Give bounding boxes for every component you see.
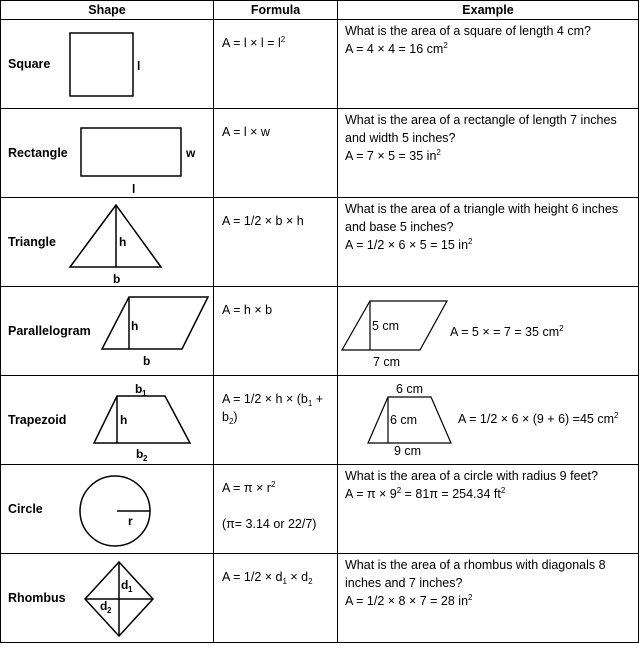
table-row-trapezoid — [1, 376, 639, 465]
square-shape-cell — [1, 20, 214, 109]
rhombus-label-d2: d — [100, 599, 108, 613]
rhombus-example-cell — [338, 554, 639, 643]
trapezoid-example-bottom-label: 9 cm — [394, 444, 422, 458]
trapezoid-formula-line1: A = 1/2 × h × (b — [222, 392, 308, 406]
square-formula-exponent: 2 — [280, 35, 286, 44]
rhombus-formula-a: A = 1/2 × d — [222, 570, 283, 584]
rectangle-shape-cell — [1, 109, 214, 198]
circle-formula-note: (π= 3.14 or 22/7) — [222, 517, 317, 531]
circle-formula: A = π × r — [222, 481, 271, 495]
rhombus-formula-sub2: 2 — [308, 577, 313, 586]
rhombus-label-d1: d — [121, 578, 129, 592]
rhombus-label-d1-sub: 1 — [128, 585, 133, 594]
trapezoid-formula-mid: + — [312, 392, 324, 406]
rhombus-shape-cell — [1, 554, 214, 643]
square-example-exponent: 2 — [443, 41, 448, 50]
square-example-question: What is the area of a square of length 4 cm? — [345, 24, 591, 38]
parallelogram-shape-cell — [1, 287, 214, 376]
parallelogram-outline — [102, 297, 208, 349]
rhombus-example-exponent: 2 — [468, 593, 473, 602]
parallelogram-example-answer — [450, 323, 564, 341]
rectangle-example-exponent: 2 — [436, 148, 441, 157]
parallelogram-diagram — [1, 287, 214, 376]
trapezoid-example-top-label: 6 cm — [396, 382, 424, 396]
rhombus-formula-cell — [214, 554, 338, 643]
circle-diagram — [1, 465, 214, 554]
rectangle-diagram — [1, 109, 214, 198]
square-formula: A = l × l = l — [222, 36, 281, 50]
trapezoid-label-b1: b — [135, 382, 143, 396]
header-shape: Shape — [1, 1, 214, 20]
trapezoid-formula-end: ) — [233, 410, 238, 424]
parallelogram-example-height-label: 5 cm — [372, 319, 400, 333]
rectangle-formula-cell — [214, 109, 338, 198]
trapezoid-outline — [94, 396, 190, 443]
header-example: Example — [338, 1, 639, 20]
trapezoid-label-b1-sub: 1 — [142, 389, 147, 398]
triangle-shape-cell — [1, 198, 214, 287]
header-row — [1, 1, 639, 20]
trapezoid-shape-cell — [1, 376, 214, 465]
rhombus-diagram — [1, 554, 214, 643]
square-formula-cell — [214, 20, 338, 109]
rectangle-example-cell — [338, 109, 639, 198]
circle-name: Circle — [8, 502, 43, 516]
trapezoid-formula-line2: b — [222, 410, 229, 424]
parallelogram-name: Parallelogram — [8, 324, 91, 338]
trapezoid-label-h: h — [120, 413, 128, 427]
table-row-rhombus — [1, 554, 639, 643]
square-example-answer: A = 4 × 4 = 16 cm — [345, 42, 444, 56]
trapezoid-formula-sub1: 1 — [307, 399, 313, 408]
parallelogram-formula-cell — [214, 287, 338, 376]
trapezoid-label-b2-sub: 2 — [143, 454, 148, 463]
circle-example-answer-b: = 81π = 254.34 ft — [401, 487, 501, 501]
table-row-rectangle — [1, 109, 639, 198]
parallelogram-example-answer-text: A = 5 × = 7 = 35 cm — [450, 325, 560, 339]
square-label-l: l — [137, 59, 141, 73]
rectangle-example-answer: A = 7 × 5 = 35 in — [345, 149, 437, 163]
triangle-label-h: h — [119, 235, 127, 249]
rectangle-example-question: What is the area of a rectangle of length 7 inches and width 5 inches? — [345, 113, 617, 145]
trapezoid-example-height-label: 6 cm — [390, 413, 418, 427]
circle-formula-cell — [214, 465, 338, 554]
parallelogram-example-base-label: 7 cm — [373, 355, 401, 369]
rhombus-formula-b: × d — [286, 570, 309, 584]
triangle-label-b: b — [113, 272, 121, 286]
triangle-formula-cell — [214, 198, 338, 287]
rectangle-label-w: w — [186, 146, 196, 160]
circle-example-answer-sup1: 2 — [396, 486, 402, 495]
table-row-parallelogram — [1, 287, 639, 376]
rectangle-outline — [81, 128, 181, 176]
rectangle-label-l: l — [132, 182, 136, 196]
rhombus-name: Rhombus — [8, 591, 66, 605]
parallelogram-formula: A = h × b — [222, 303, 273, 317]
trapezoid-label-b2: b — [136, 447, 144, 461]
trapezoid-formula-sub2: 2 — [228, 417, 234, 426]
trapezoid-example-exponent: 2 — [614, 411, 619, 420]
trapezoid-name: Trapezoid — [8, 413, 67, 427]
trapezoid-formula-cell — [214, 376, 338, 465]
rhombus-label-d2-sub: 2 — [107, 606, 112, 615]
triangle-example-question: What is the area of a triangle with height 6 inches and base 5 inches? — [345, 202, 619, 234]
circle-shape-cell — [1, 465, 214, 554]
circle-example-question: What is the area of a circle with radius 9 feet? — [345, 469, 598, 483]
circle-example-exponent: 2 — [500, 486, 506, 495]
table-row-circle — [1, 465, 639, 554]
table-row-triangle — [1, 198, 639, 287]
circle-label-r: r — [128, 514, 133, 528]
triangle-example-answer: A = 1/2 × 6 × 5 = 15 in — [345, 238, 469, 252]
trapezoid-example-answer-text: A = 1/2 × 6 × (9 + 6) =45 cm — [458, 412, 614, 426]
triangle-name: Triangle — [8, 235, 56, 249]
rectangle-name: Rectangle — [8, 146, 68, 160]
square-name: Square — [8, 57, 51, 71]
parallelogram-example-exponent: 2 — [559, 324, 564, 333]
trapezoid-example-cell — [338, 376, 639, 465]
trapezoid-example-answer — [458, 410, 618, 428]
triangle-example-exponent: 2 — [468, 237, 473, 246]
circle-formula-exponent: 2 — [270, 480, 276, 489]
square-outline — [70, 33, 133, 96]
circle-example-answer-a: A = π × 9 — [345, 487, 397, 501]
triangle-formula: A = 1/2 × b × h — [222, 214, 304, 228]
triangle-diagram — [1, 198, 214, 287]
rhombus-example-question: What is the area of a rhombus with diagonals 8 inches and 7 inches? — [345, 558, 606, 590]
trapezoid-diagram — [1, 376, 214, 465]
header-formula: Formula — [214, 1, 338, 20]
circle-example-cell — [338, 465, 639, 554]
square-example-cell — [338, 20, 639, 109]
square-diagram — [1, 20, 214, 109]
parallelogram-label-b: b — [143, 354, 151, 368]
parallelogram-example-cell — [338, 287, 639, 376]
triangle-example-cell — [338, 198, 639, 287]
parallelogram-label-h: h — [131, 319, 139, 333]
rhombus-example-answer: A = 1/2 × 8 × 7 = 28 in — [345, 594, 469, 608]
table-row-square — [1, 20, 639, 109]
rectangle-formula: A = l × w — [222, 125, 270, 139]
rhombus-formula-sub1: 1 — [282, 577, 287, 586]
